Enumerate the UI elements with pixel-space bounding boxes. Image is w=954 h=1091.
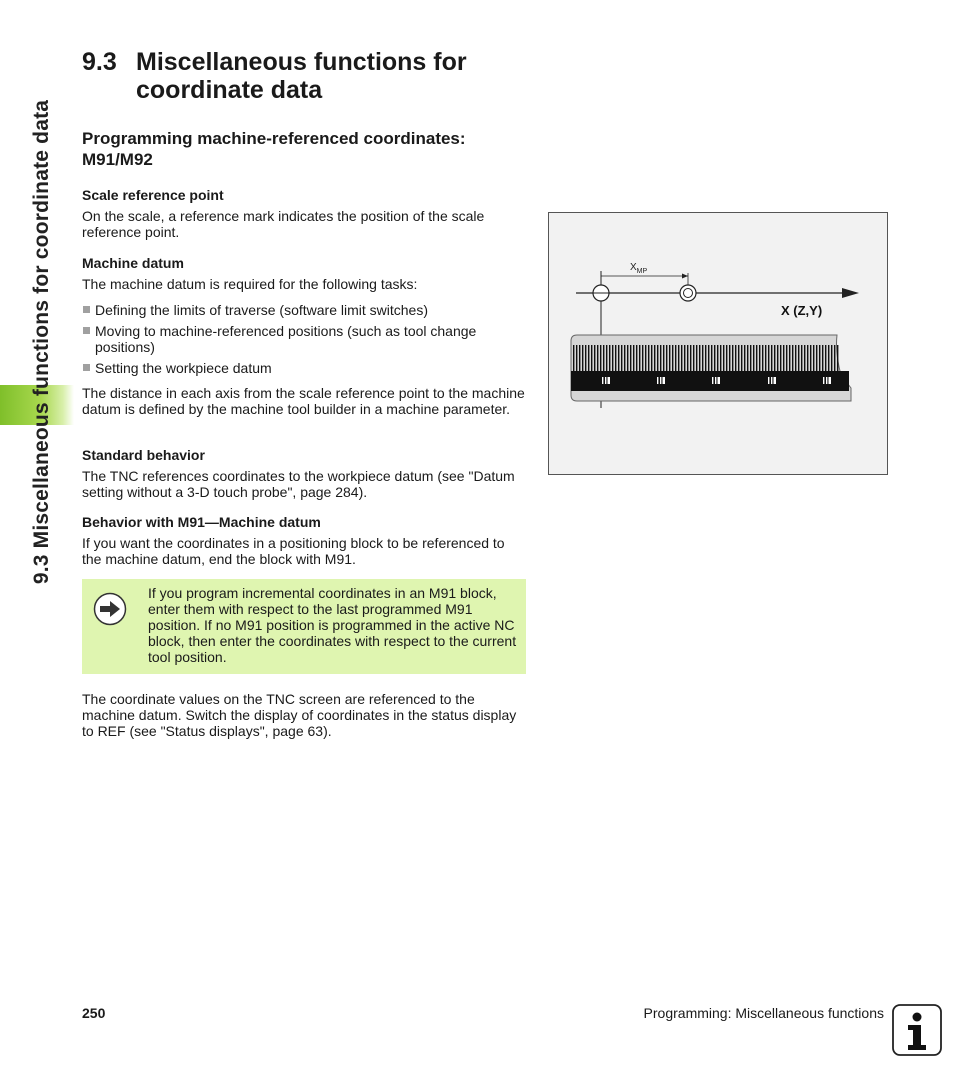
- x-axis-arrow: [842, 288, 859, 298]
- list-item: Setting the workpiece datum: [82, 360, 526, 376]
- scale-diagram: [548, 212, 888, 475]
- section-title: Miscellaneous functions for coordinate data: [136, 48, 467, 104]
- machine-datum-title: Machine datum: [82, 255, 184, 271]
- axis-label: X (Z,Y): [781, 303, 823, 318]
- page-number: 250: [82, 1005, 106, 1021]
- bullet-square-icon: [83, 306, 90, 313]
- m91-section: [82, 514, 526, 567]
- reference-track: [571, 371, 849, 391]
- reference-mark: [712, 377, 720, 384]
- standard-behavior-title: Standard behavior: [82, 447, 205, 463]
- scale-diagram-svg: [549, 213, 887, 474]
- machine-datum-text: The distance in each axis from the scale reference point to the machine datum is defined by the machine tool builder in a machine parameter.: [82, 385, 525, 417]
- subheading: Programming machine-referenced coordinates: M91/M92: [82, 129, 466, 169]
- machine-datum-circle: [680, 285, 696, 301]
- incremental-track: [573, 345, 839, 371]
- dimension-arrow: [682, 274, 688, 279]
- machine-datum-list: [82, 302, 526, 376]
- dimension-label: $X_{MP}$: [630, 262, 648, 275]
- reference-mark: [602, 377, 610, 384]
- closing-text: The coordinate values on the TNC screen are referenced to the machine datum. Switch the display of coordinates in the status display to REF (see "Status displays", page 63).: [82, 691, 517, 739]
- machine-datum-intro: The machine datum is required for the following tasks:: [82, 276, 418, 292]
- side-tab-title: 9.3 Miscellaneous functions for coordinate data: [30, 99, 53, 585]
- section-heading: [82, 48, 552, 104]
- info-icon: [892, 1004, 942, 1056]
- note-box: [82, 579, 526, 674]
- bullet-square-icon: [83, 327, 90, 334]
- section-number: 9.3: [82, 48, 117, 76]
- note-text: If you program incremental coordinates in an M91 block, enter them with respect to the last programmed M91 position. If no M91 position is programmed in the active NC block, then enter the coordinates with respect to the current tool position.: [148, 585, 517, 665]
- scale-reference-section: [82, 187, 526, 240]
- list-item: Moving to machine-referenced positions (such as tool change positions): [82, 323, 526, 355]
- standard-behavior-section: [82, 447, 526, 500]
- reference-mark: [823, 377, 831, 384]
- scale-reference-title: Scale reference point: [82, 187, 224, 203]
- closing-section: [82, 691, 526, 739]
- m91-text: If you want the coordinates in a positioning block to be referenced to the machine datum, end the block with M91.: [82, 535, 505, 567]
- reference-mark: [768, 377, 776, 384]
- reference-mark: [657, 377, 665, 384]
- scale-reference-text: On the scale, a reference mark indicates the position of the scale reference point.: [82, 208, 485, 240]
- m91-title: Behavior with M91—Machine datum: [82, 514, 321, 530]
- standard-behavior-text: The TNC references coordinates to the workpiece datum (see "Datum setting without a 3-D touch probe", page 284).: [82, 468, 515, 500]
- list-item: Defining the limits of traverse (software limit switches): [82, 302, 526, 318]
- chapter-title: Programming: Miscellaneous functions: [643, 1005, 884, 1021]
- arrow-right-icon: [93, 592, 127, 626]
- machine-datum-section: [82, 255, 526, 417]
- bullet-square-icon: [83, 364, 90, 371]
